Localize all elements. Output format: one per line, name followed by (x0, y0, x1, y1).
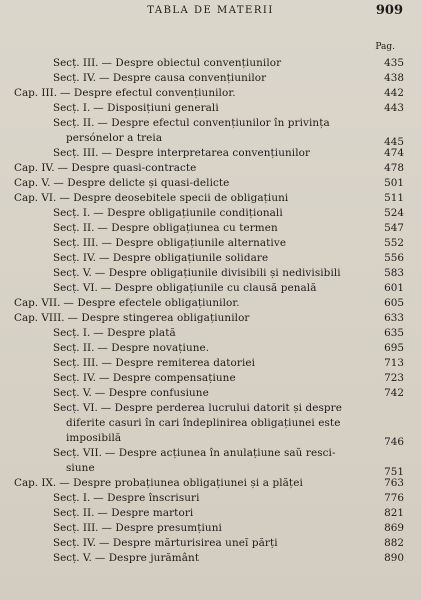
toc-section-entry (0, 56, 421, 71)
entry-title: imposibilă (66, 432, 122, 444)
toc-section-entry (0, 326, 421, 341)
toc-chapter-entry (0, 296, 421, 311)
entry-title: — Despre mărturisirea uneĭ părți (98, 537, 278, 549)
toc-section-entry (0, 386, 421, 401)
entry-title: — Despre remiterea datoriei (101, 357, 256, 369)
entry-title: — Despre novațiune. (97, 342, 210, 354)
entry-label: Secț. IV. (53, 252, 96, 264)
entry-page-number: 601 (384, 282, 404, 294)
entry-page-number: 556 (384, 252, 404, 264)
entry-label: Cap. III. (14, 87, 58, 99)
entry-title: — Despre obligațiunile condiționali (93, 207, 283, 219)
toc-section-entry (0, 371, 421, 386)
entry-title: — Despre probațiunea obligațiunei și a plăței (59, 477, 303, 489)
entry-title: — Disposițiuni generali (93, 102, 219, 114)
toc-section-entry (0, 116, 421, 131)
entry-label: Secț. II. (53, 342, 95, 354)
entry-label: Secț. III. (53, 237, 99, 249)
entry-label: Secț. VI. (53, 402, 98, 414)
toc-section-entry (0, 146, 421, 161)
entry-title: — Despre obligațiunile alternative (101, 237, 287, 249)
toc-section-entry (0, 221, 421, 236)
entry-page-number: 442 (384, 87, 404, 99)
entry-page-number: 890 (384, 552, 404, 564)
entry-title: — Despre înscrisuri (93, 492, 200, 504)
entry-title: — Despre confusiune (94, 387, 209, 399)
entry-title: — Despre jurământ (94, 552, 200, 564)
entry-page-number: 635 (384, 327, 404, 339)
entry-label: Cap. V. (14, 177, 51, 189)
entry-title: — Despre acțiunea în anulațiune saŭ resci- (104, 447, 336, 459)
toc-section-entry (0, 281, 421, 296)
entry-label: Secț. IV. (53, 537, 96, 549)
toc-chapter-entry (0, 161, 421, 176)
entry-label: Secț. I. (53, 207, 91, 219)
entry-title: — Despre causa convențiunilor (98, 72, 267, 84)
entry-page-number: 478 (384, 162, 404, 174)
toc-section-entry (0, 491, 421, 506)
entry-page-number: 524 (384, 207, 404, 219)
entry-title: — Despre obiectul convențiunilor (101, 57, 282, 69)
entry-page-number: 474 (384, 147, 404, 159)
entry-page-number: 882 (384, 537, 404, 549)
table-of-contents (0, 56, 421, 566)
entry-title: — Despre martori (97, 507, 194, 519)
toc-section-entry (0, 101, 421, 116)
toc-section-entry (0, 266, 421, 281)
entry-title: — Despre perderea lucrului datorit și despre (100, 402, 342, 414)
toc-continuation-line (0, 431, 421, 446)
entry-page-number: 511 (384, 192, 404, 204)
entry-title: — Despre efectul convențiunilor. (60, 87, 236, 99)
entry-label: Secț. V. (53, 387, 92, 399)
toc-section-entry (0, 251, 421, 266)
toc-chapter-entry (0, 86, 421, 101)
entry-title: — Despre obligațiunile solidare (98, 252, 269, 264)
entry-title: — Despre deosebitele specii de obligațiuni (59, 192, 289, 204)
entry-label: Secț. II. (53, 507, 95, 519)
entry-page-number: 633 (384, 312, 404, 324)
toc-section-entry (0, 401, 421, 416)
running-header-page-number: 909 (375, 3, 403, 18)
entry-page-number: 547 (384, 222, 404, 234)
toc-section-entry (0, 506, 421, 521)
toc-section-entry (0, 236, 421, 251)
entry-label: Secț. VI. (53, 282, 98, 294)
toc-continuation-line (0, 416, 421, 431)
entry-page-number: 435 (384, 57, 404, 69)
entry-page-number: 552 (384, 237, 404, 249)
entry-page-number: 742 (384, 387, 404, 399)
entry-title: — Despre quasi-contracte (57, 162, 197, 174)
toc-continuation-line (0, 461, 421, 476)
entry-label: Secț. VII. (53, 447, 102, 459)
toc-section-entry (0, 446, 421, 461)
entry-page-number: 443 (384, 102, 404, 114)
entry-title: — Despre plată (93, 327, 176, 339)
entry-page-number: 821 (384, 507, 404, 519)
entry-label: Secț. II. (53, 222, 95, 234)
entry-label: Secț. II. (53, 117, 95, 129)
entry-page-number: 605 (384, 297, 404, 309)
entry-label: Secț. I. (53, 492, 91, 504)
toc-section-entry (0, 551, 421, 566)
entry-page-number: 438 (384, 72, 404, 84)
entry-title: — Despre delicte și quasi-delicte (53, 177, 230, 189)
toc-section-entry (0, 356, 421, 371)
entry-label: Secț. III. (53, 147, 99, 159)
entry-label: Secț. III. (53, 357, 99, 369)
entry-label: Secț. III. (53, 57, 99, 69)
entry-title: — Despre stingerea obligațiunilor (67, 312, 250, 324)
toc-section-entry (0, 341, 421, 356)
entry-title: — Despre efectul convențiunilor în privința (97, 117, 330, 129)
entry-label: Secț. IV. (53, 72, 96, 84)
toc-section-entry (0, 71, 421, 86)
entry-page-number: 501 (384, 177, 404, 189)
toc-section-entry (0, 206, 421, 221)
entry-page-number: 445 (384, 136, 404, 148)
entry-label: Secț. III. (53, 522, 99, 534)
toc-chapter-entry (0, 176, 421, 191)
running-header-title: TABLA DE MATERII (147, 5, 274, 16)
entry-title: — Despre presumțiuni (101, 522, 222, 534)
entry-page-number: 583 (384, 267, 404, 279)
toc-section-entry (0, 536, 421, 551)
entry-title: persónelor a treia (66, 132, 163, 144)
entry-title: — Despre obligațiunea cu termen (97, 222, 278, 234)
entry-page-number: 695 (384, 342, 404, 354)
toc-chapter-entry (0, 191, 421, 206)
entry-label: Secț. IV. (53, 372, 96, 384)
toc-chapter-entry (0, 311, 421, 326)
entry-title: — Despre interpretarea convențiunilor (101, 147, 311, 159)
page-column-label: Pag. (375, 42, 395, 52)
entry-page-number: 751 (384, 466, 404, 478)
entry-label: Secț. V. (53, 552, 92, 564)
entry-label: Cap. VIII. (14, 312, 65, 324)
entry-title: — Despre efectele obligațiunilor. (63, 297, 240, 309)
entry-page-number: 713 (384, 357, 404, 369)
entry-title: — Despre obligațiunile divisibili și nedivisibili (94, 267, 341, 279)
entry-title: siune (66, 462, 95, 474)
toc-section-entry (0, 521, 421, 536)
entry-title: — Despre obligațiunile cu clausă penală (100, 282, 317, 294)
entry-label: Secț. I. (53, 102, 91, 114)
entry-title: diferite casuri în cari îndeplinirea obligațiunei este (66, 417, 341, 429)
entry-page-number: 723 (384, 372, 404, 384)
entry-title: — Despre compensațiune (98, 372, 236, 384)
entry-page-number: 869 (384, 522, 404, 534)
toc-continuation-line (0, 131, 421, 146)
entry-label: Cap. IV. (14, 162, 55, 174)
entry-label: Cap. VII. (14, 297, 61, 309)
entry-page-number: 776 (384, 492, 404, 504)
entry-label: Secț. I. (53, 327, 91, 339)
entry-label: Cap. VI. (14, 192, 57, 204)
entry-page-number: 763 (384, 477, 404, 489)
entry-label: Cap. IX. (14, 477, 57, 489)
toc-chapter-entry (0, 476, 421, 491)
entry-page-number: 746 (384, 436, 404, 448)
entry-label: Secț. V. (53, 267, 92, 279)
